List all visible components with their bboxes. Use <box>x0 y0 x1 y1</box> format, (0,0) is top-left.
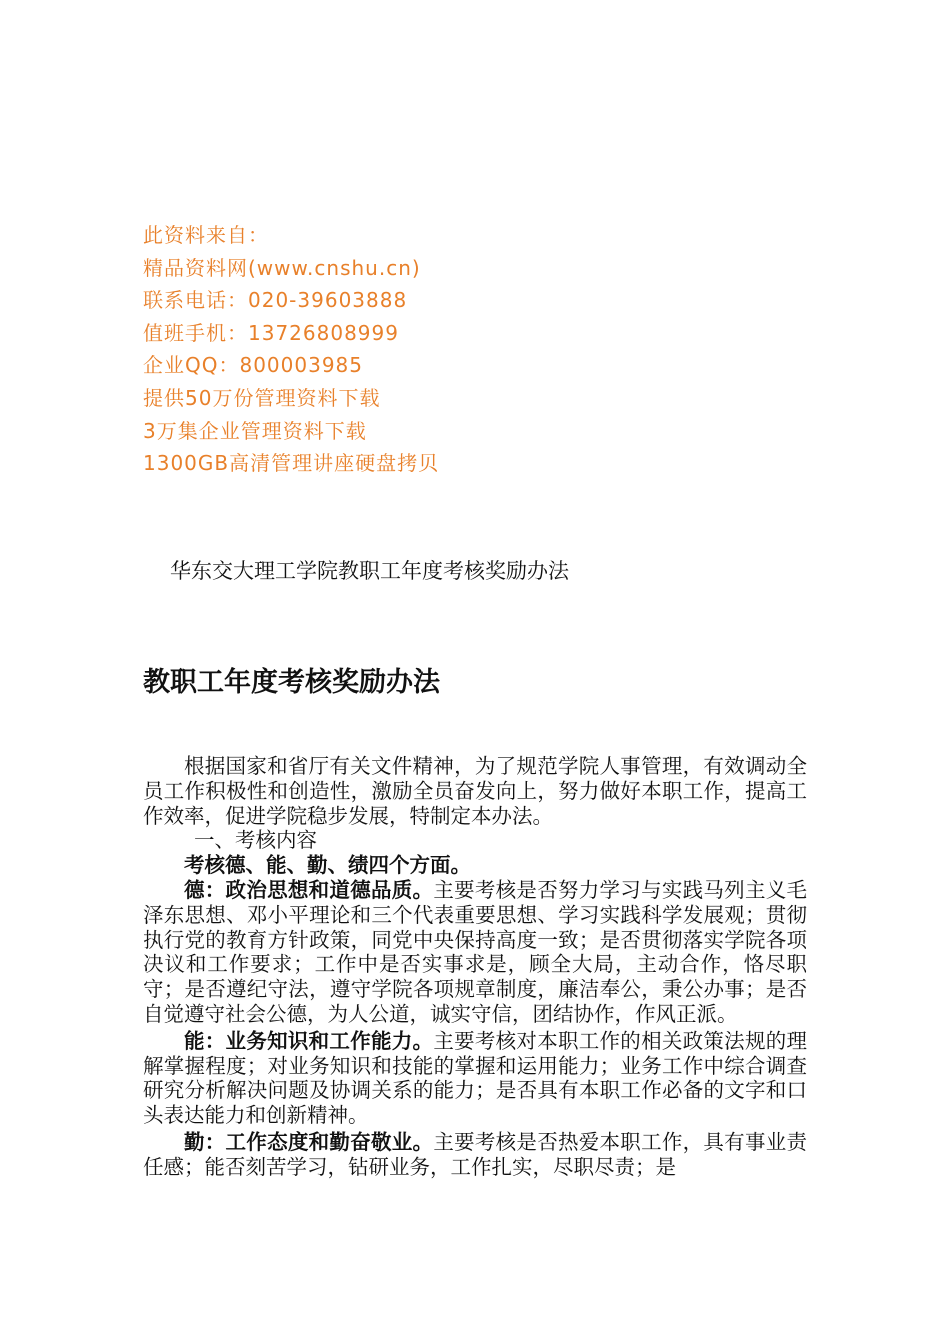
source-line: 企业QQ：800003985 <box>143 353 364 378</box>
source-line: 此资料来自： <box>143 223 269 247</box>
source-line: 3万集企业管理资料下载 <box>143 418 367 443</box>
source-line: 精品资料网(www.cnshu.cn) <box>143 255 421 280</box>
de-paragraph <box>143 878 807 1027</box>
document-title: 教职工年度考核奖励办法 <box>143 667 440 698</box>
neng-lead: 能：业务知识和工作能力。 <box>184 1028 434 1053</box>
neng-paragraph <box>143 1029 807 1128</box>
de-lead: 德：政治思想和道德品质。 <box>184 877 434 902</box>
qin-lead: 勤：工作态度和勤奋敬业。 <box>184 1129 434 1154</box>
source-line: 值班手机：13726808999 <box>143 320 399 345</box>
document-subtitle: 华东交大理工学院教职工年度考核奖励办法 <box>170 559 569 583</box>
source-info-block <box>143 219 663 480</box>
source-line: 提供50万份管理资料下载 <box>143 385 381 410</box>
de-text: 主要考核是否努力学习与实践马列主义毛泽东思想、邓小平理论和三个代表重要思想、学习实践科学发展观；贯彻执行党的教育方针政策，同党中央保持高度一致；是否贯彻落实学院各项决议和工作要求；工作中是否实事求是，顾全大局，主动合作，恪尽职守；是否遵纪守法，遵守学院各项规章制度，廉洁奉公，秉公办事；是否自觉遵守社会公德，为人公道，诚实守信，团结协作，作风正派。 <box>143 877 808 1026</box>
section-summary: 考核德、能、勤、绩四个方面。 <box>184 853 471 878</box>
qin-paragraph <box>143 1130 807 1180</box>
intro-paragraph: 根据国家和省厅有关文件精神，为了规范学院人事管理，有效调动全员工作积极性和创造性，激励全员奋发向上，努力做好本职工作，提高工作效率，促进学院稳步发展，特制定本办法。 <box>143 754 807 828</box>
section-heading: 一、考核内容 <box>194 828 317 853</box>
neng-text: 主要考核对本职工作的相关政策法规的理解掌握程度；对业务知识和技能的掌握和运用能力；业务工作中综合调查研究分析解决问题及协调关系的能力；是否具有本职工作必备的文字和口头表达能力和创新精神。 <box>143 1028 808 1128</box>
source-line: 联系电话：020-39603888 <box>143 288 408 313</box>
document-body <box>143 754 807 1180</box>
source-line: 1300GB高清管理讲座硬盘拷贝 <box>143 451 440 476</box>
qin-text: 主要考核是否热爱本职工作，具有事业责任感；能否刻苦学习，钻研业务，工作扎实，尽职尽责；是 <box>143 1129 808 1179</box>
